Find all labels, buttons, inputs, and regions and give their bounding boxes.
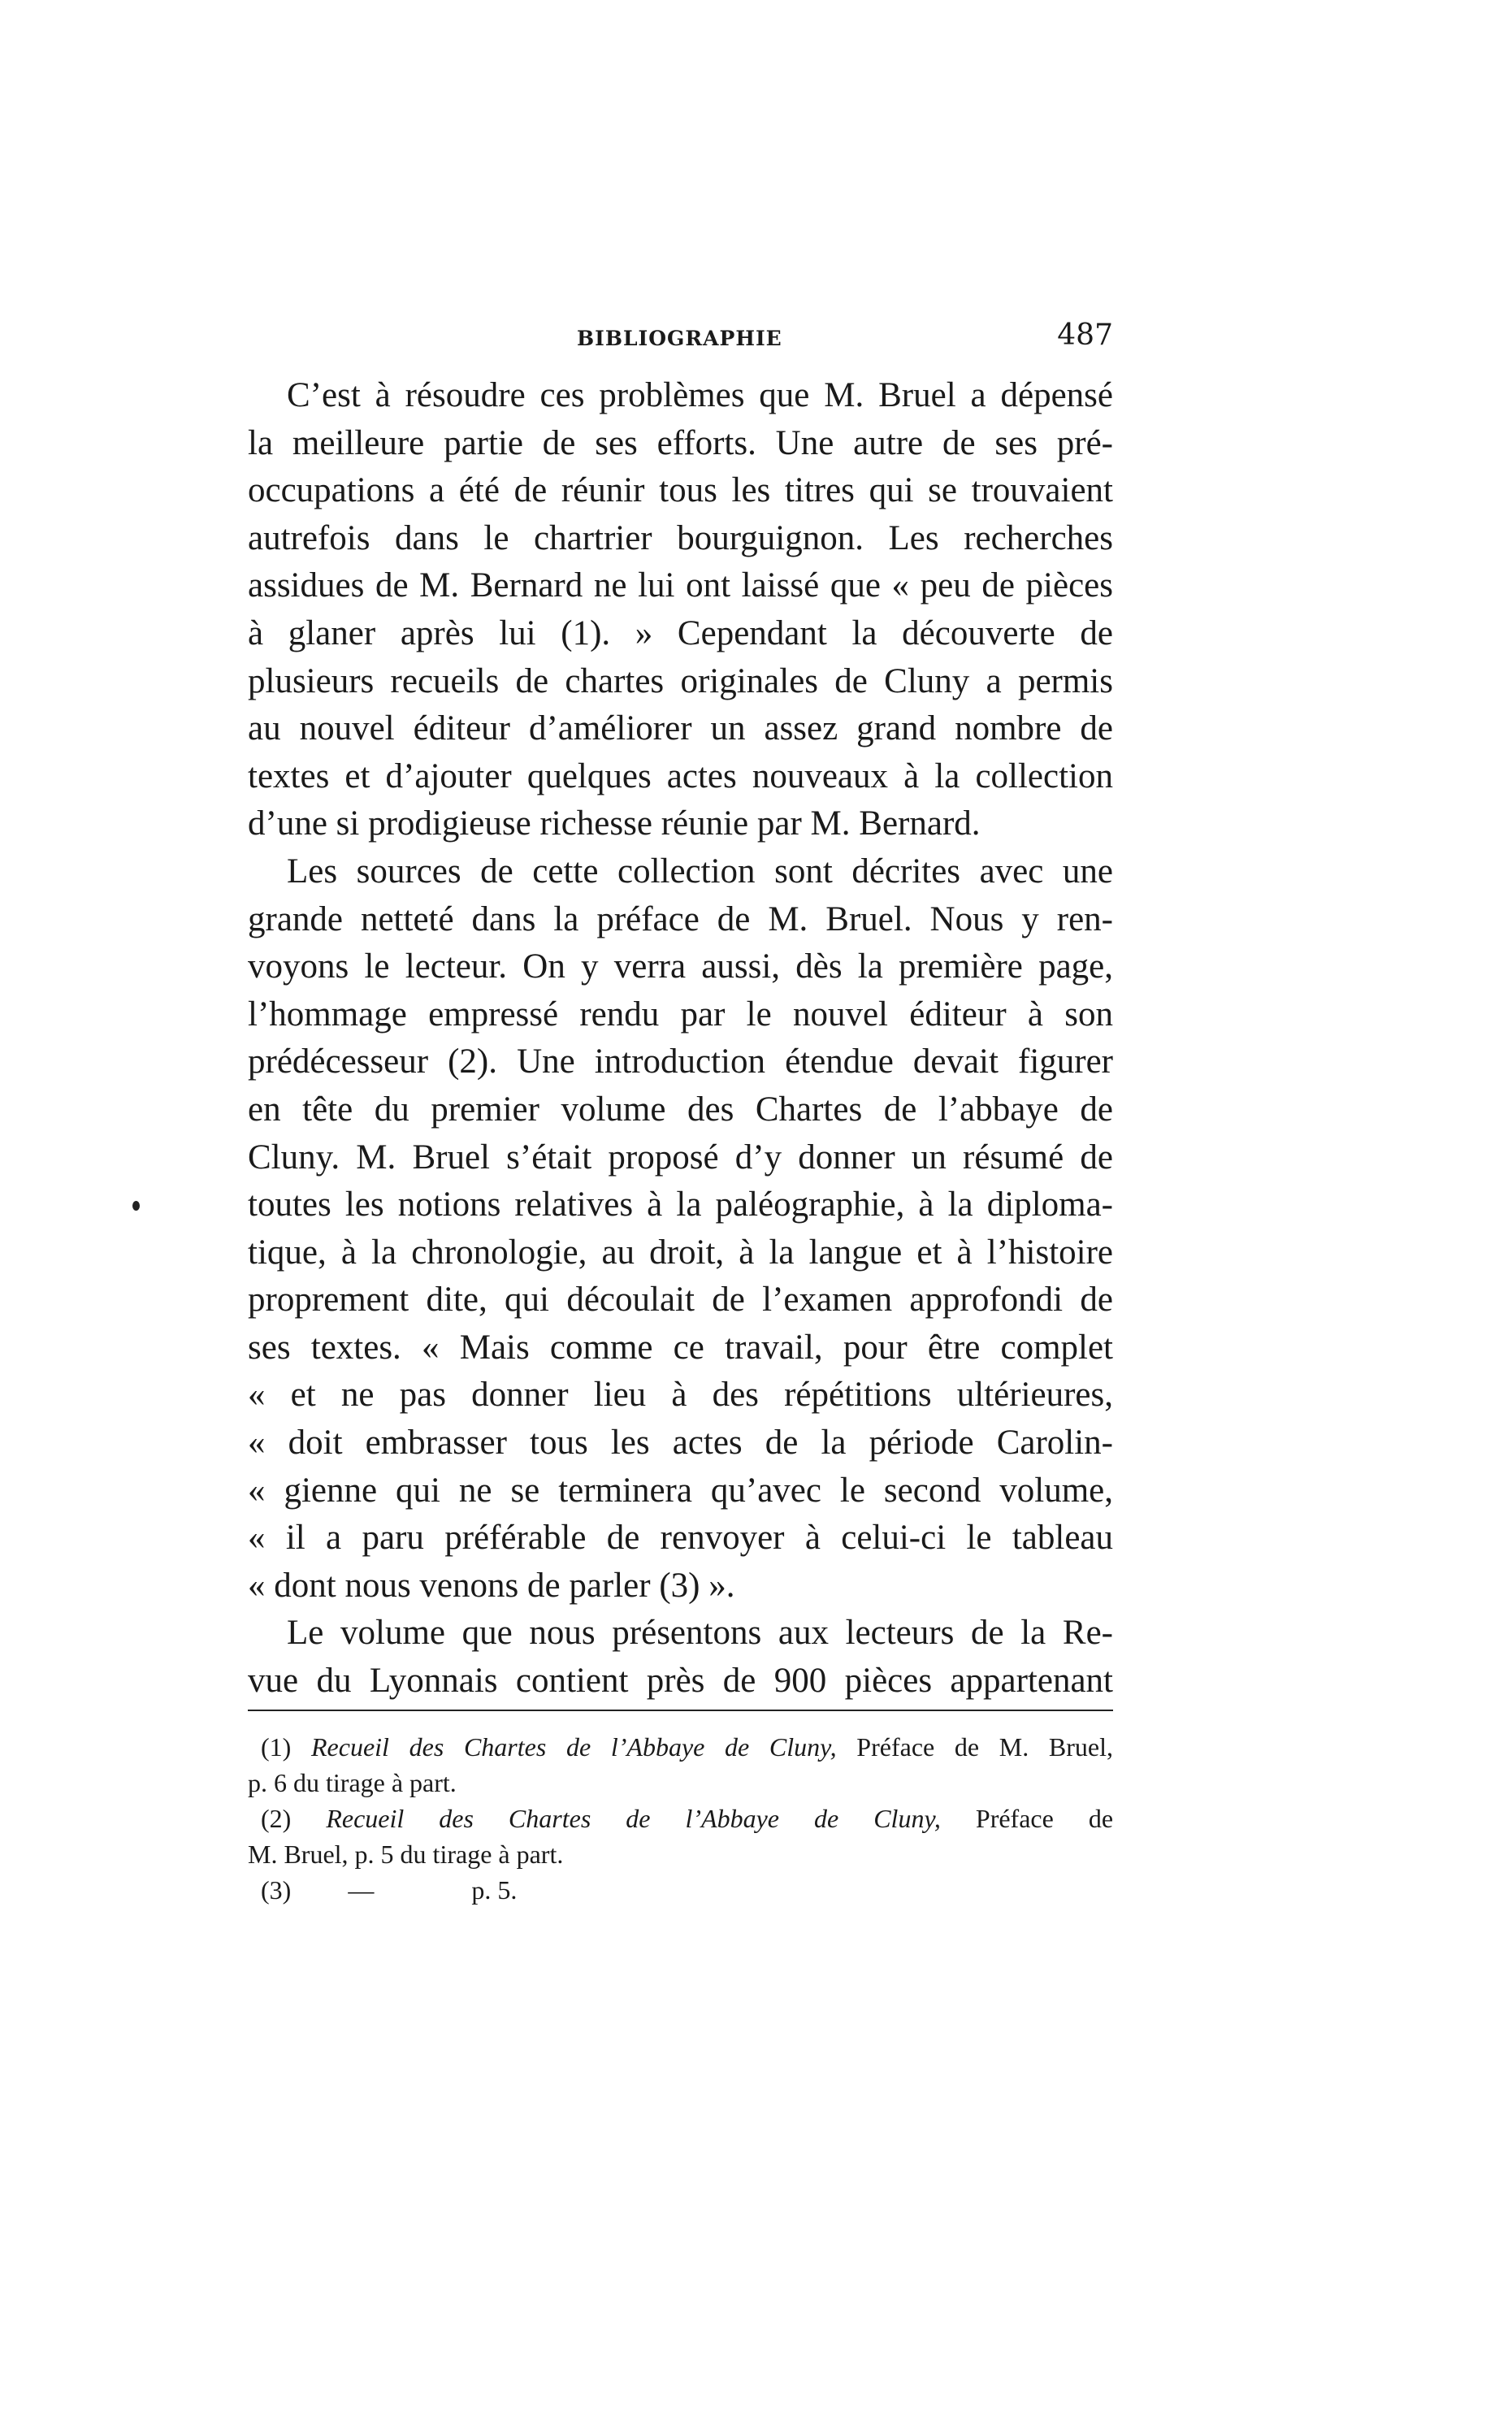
text-line: grande netteté dans la préface de M. Bruel. Nous y ren- bbox=[248, 899, 1113, 938]
footnote-text: Préface de M. Bruel, bbox=[856, 1732, 1114, 1762]
text-line: « il a paru préférable de renvoyer à celui-ci le tableau bbox=[248, 1519, 1113, 1558]
text-line: au nouvel éditeur d’améliorer un assez grand nombre de bbox=[248, 709, 1113, 748]
body-text bbox=[248, 372, 1113, 1705]
footnote-number: (2) bbox=[261, 1804, 292, 1833]
text-line: l’hommage empressé rendu par le nouvel éditeur à son bbox=[248, 995, 1113, 1034]
text-line: proprement dite, qui découlait de l’examen approfondi de bbox=[248, 1281, 1113, 1320]
text-line: vue du Lyonnais contient près de 900 pièces appartenant bbox=[248, 1662, 1113, 1701]
text-line: plusieurs recueils de chartes originales de Cluny a permis bbox=[248, 661, 1113, 700]
text-line: Cluny. M. Bruel s’était proposé d’y donner un résumé de bbox=[248, 1138, 1113, 1177]
footnote-rule bbox=[248, 1710, 1113, 1711]
footnotes bbox=[248, 1729, 1113, 1908]
text-line: Les sources de cette collection sont décrites avec une bbox=[287, 852, 1113, 891]
text-line: « dont nous venons de parler (3) ». bbox=[248, 1566, 735, 1605]
text-line: « doit embrasser tous les actes de la période Carolin- bbox=[248, 1424, 1113, 1463]
footnote-title: Recueil des Chartes de l’Abbaye de Cluny, bbox=[311, 1732, 837, 1762]
footnote-text: p. 5. bbox=[471, 1875, 518, 1905]
footnote-number: (1) bbox=[261, 1732, 292, 1762]
text-line: toutes les notions relatives à la paléographie, à la diploma- bbox=[248, 1185, 1113, 1224]
text-line: C’est à résoudre ces problèmes que M. Bruel a dépensé bbox=[287, 376, 1113, 414]
text-line: assidues de M. Bernard ne lui ont laissé que « peu de pièces bbox=[248, 566, 1113, 605]
footnote-1-cont: p. 6 du tirage à part. bbox=[248, 1768, 457, 1797]
text-line: prédécesseur (2). Une introduction étendue devait figurer bbox=[248, 1042, 1113, 1081]
text-line: Le volume que nous présentons aux lecteurs de la Re- bbox=[287, 1614, 1113, 1653]
text-line: autrefois dans le chartrier bourguignon. Les recherches bbox=[248, 518, 1113, 557]
footnote-2-cont: M. Bruel, p. 5 du tirage à part. bbox=[248, 1840, 564, 1869]
text-line: tique, à la chronologie, au droit, à la langue et à l’histoire bbox=[248, 1233, 1113, 1272]
text-line: en tête du premier volume des Chartes de l’abbaye de bbox=[248, 1090, 1113, 1129]
text-line: voyons le lecteur. On y verra aussi, dès la première page, bbox=[248, 947, 1113, 986]
footnote-text: Préface de bbox=[975, 1804, 1114, 1833]
page-header bbox=[248, 319, 1113, 359]
footnote-3 bbox=[248, 1872, 1113, 1908]
running-head: BIBLIOGRAPHIE bbox=[577, 327, 782, 350]
text-line: à glaner après lui (1). » Cependant la découverte de bbox=[248, 613, 1113, 652]
text-line: textes et d’ajouter quelques actes nouveaux à la collection bbox=[248, 756, 1113, 795]
text-line: ses textes. « Mais comme ce travail, pour être complet bbox=[248, 1328, 1113, 1367]
ditto-dash: — bbox=[348, 1875, 375, 1905]
text-line: « gienne qui ne se terminera qu’avec le second volume, bbox=[248, 1471, 1113, 1510]
text-line: la meilleure partie de ses efforts. Une autre de ses pré- bbox=[248, 423, 1113, 462]
text-line: « et ne pas donner lieu à des répétitions ultérieures, bbox=[248, 1376, 1113, 1415]
footnote-title: Recueil des Chartes de l’Abbaye de Cluny, bbox=[326, 1804, 941, 1833]
footnote-2 bbox=[248, 1801, 1113, 1836]
margin-ink-dot bbox=[132, 1201, 140, 1211]
footnote-number: (3) bbox=[261, 1875, 292, 1905]
text-line: d’une si prodigieuse richesse réunie par M. Bernard. bbox=[248, 804, 981, 843]
text-line: occupations a été de réunir tous les titres qui se trouvaient bbox=[248, 471, 1113, 510]
footnote-1 bbox=[248, 1729, 1113, 1765]
page-number: 487 bbox=[1057, 319, 1113, 352]
